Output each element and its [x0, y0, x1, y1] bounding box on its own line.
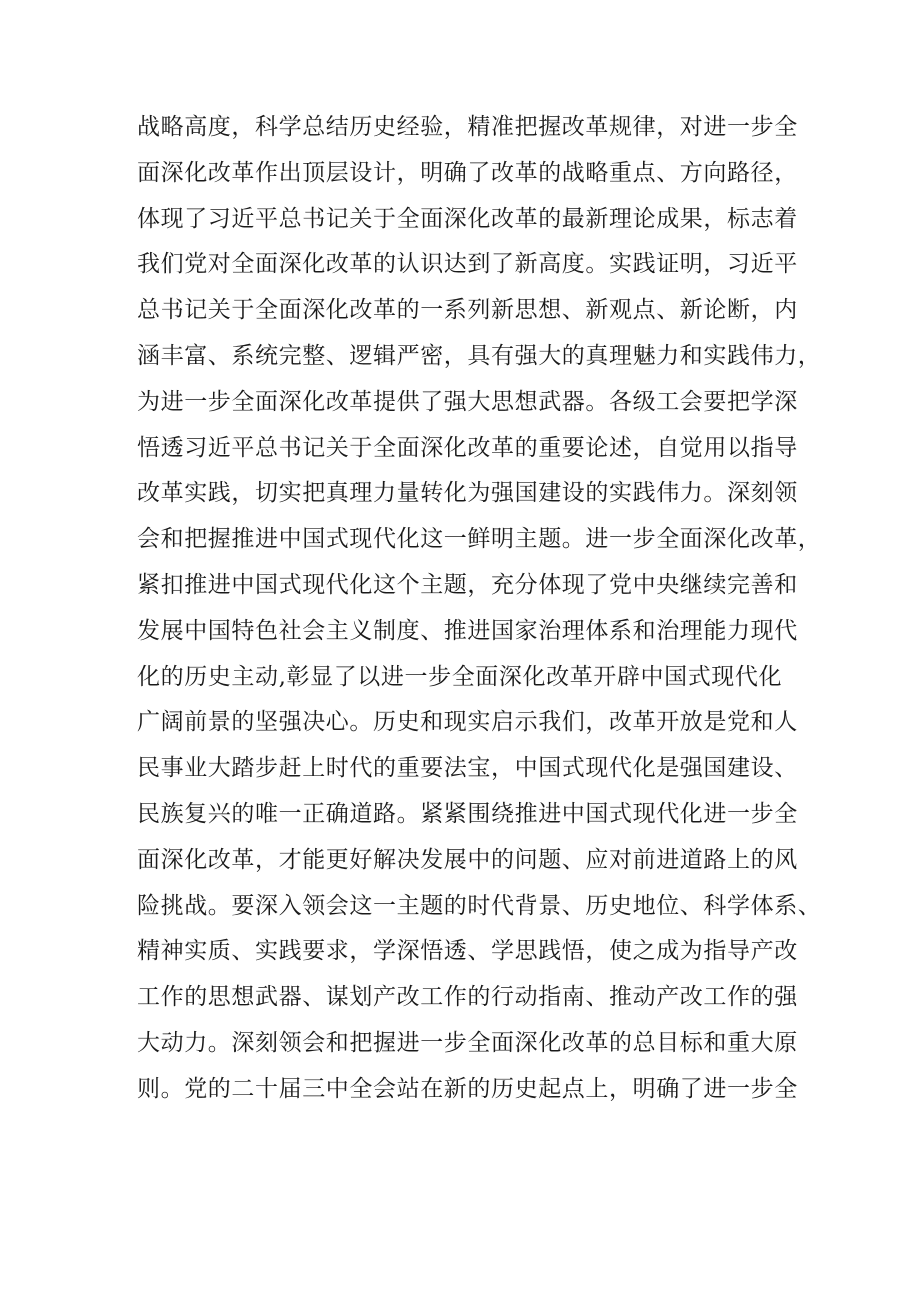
text-line: 大动力。深刻领会和把握进一步全面深化改革的总目标和重大原 [137, 1029, 798, 1056]
text-line: 总书记关于全面深化改革的一系列新思想、新观点、新论断，内 [137, 297, 798, 324]
text-line: 面深化改革作出顶层设计，明确了改革的战略重点、方向路径， [137, 159, 798, 186]
text-line: 体现了习近平总书记关于全面深化改革的最新理论成果，标志着 [137, 205, 798, 232]
text-line: 工作的思想武器、谋划产改工作的行动指南、推动产改工作的强 [137, 984, 798, 1011]
text-line: 改革实践，切实把真理力量转化为强国建设的实践伟力。深刻领 [137, 480, 798, 507]
text-line: 为进一步全面深化改革提供了强大思想武器。各级工会要把学深 [137, 388, 798, 415]
text-line: 发展中国特色社会主义制度、推进国家治理体系和治理能力现代 [137, 617, 798, 644]
text-line: 广阔前景的坚强决心。历史和现实启示我们，改革开放是党和人 [137, 709, 798, 736]
text-line: 精神实质、实践要求，学深悟透、学思践悟，使之成为指导产改 [137, 938, 798, 965]
text-line: 民事业大踏步赶上时代的重要法宝，中国式现代化是强国建设、 [137, 755, 798, 782]
text-line: 面深化改革，才能更好解决发展中的问题、应对前进道路上的风 [137, 846, 798, 873]
body-text [137, 105, 822, 1113]
text-line: 会和把握推进中国式现代化这一鲜明主题。进一步全面深化改革， [137, 526, 822, 553]
text-line: 则。党的二十届三中全会站在新的历史起点上，明确了进一步全 [137, 1075, 798, 1102]
text-line: 紧扣推进中国式现代化这个主题，充分体现了党中央继续完善和 [137, 571, 798, 598]
text-line: 战略高度，科学总结历史经验，精准把握改革规律，对进一步全 [137, 114, 798, 140]
text-line: 民族复兴的唯一正确道路。紧紧围绕推进中国式现代化进一步全 [137, 800, 798, 827]
text-line: 险挑战。要深入领会这一主题的时代背景、历史地位、科学体系、 [137, 892, 822, 919]
text-line: 化的历史主动,彰显了以进一步全面深化改革开辟中国式现代化 [137, 663, 783, 690]
text-line: 悟透习近平总书记关于全面深化改革的重要论述，自觉用以指导 [137, 434, 798, 461]
text-line: 我们党对全面深化改革的认识达到了新高度。实践证明，习近平 [137, 251, 798, 278]
text-line: 涵丰富、系统完整、逻辑严密，具有强大的真理魅力和实践伟力， [137, 342, 822, 369]
